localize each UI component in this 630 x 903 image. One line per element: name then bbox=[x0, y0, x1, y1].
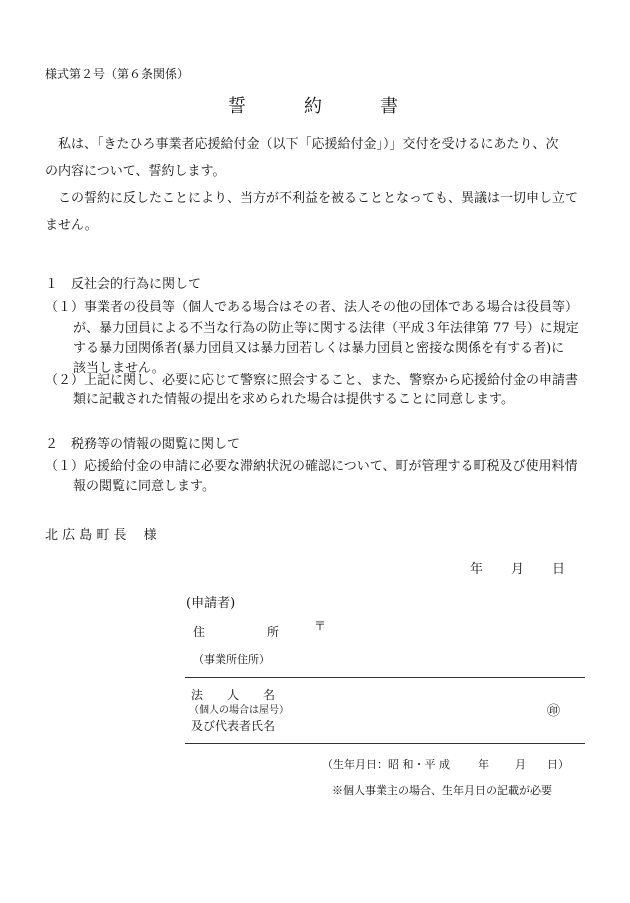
section1-item-line: （２）上記に関し、必要に応じて警察に照会すること、また、警察から応援給付金の申請書 bbox=[45, 373, 579, 388]
intro-line: の内容について、誓約します。 bbox=[45, 164, 226, 179]
address-line bbox=[185, 677, 585, 678]
shop-name-note: （個人の場合は屋号） bbox=[189, 705, 289, 716]
office-address-label: （事業所住所） bbox=[193, 653, 270, 666]
seal-mark: ㊞ bbox=[547, 704, 561, 719]
postal-mark: 〒 bbox=[314, 619, 327, 633]
intro-line: ません。 bbox=[45, 218, 98, 233]
birth-date-label: （生年月日：昭 和・平 成 bbox=[322, 758, 450, 771]
date-year: 年 bbox=[470, 562, 484, 577]
title-char-2: 約 bbox=[304, 96, 322, 117]
date-day: 日 bbox=[552, 562, 566, 577]
section1-item-line: （１）事業者の役員等（個人である場合はその者、法人その他の団体である場合は役員等） bbox=[45, 300, 579, 315]
representative-label: 及び代表者氏名 bbox=[191, 719, 276, 733]
section1-heading: １ 反社会的行為に関して bbox=[45, 277, 202, 292]
sole-proprietor-note: ※個人事業主の場合、生年月日の記載が必要 bbox=[332, 784, 552, 797]
addressee: 北 広 島 町 長 様 bbox=[45, 528, 157, 543]
address-label-char-1: 住 bbox=[193, 625, 206, 639]
title-char-3: 書 bbox=[380, 96, 398, 117]
birth-year: 年 bbox=[478, 758, 489, 771]
address-label-char-2: 所 bbox=[267, 625, 280, 639]
corp-name-label: 法 人 名 bbox=[191, 688, 276, 702]
name-line bbox=[185, 743, 585, 744]
date-month: 月 bbox=[511, 562, 525, 577]
intro-line: 私は、「きたひろ事業者応援給付金（以下「応援給付金」）」交付を受けるにあたり、次 bbox=[58, 137, 559, 152]
applicant-label: (申請者) bbox=[186, 596, 236, 611]
form-number: 様式第２号（第６条関係） bbox=[45, 67, 190, 81]
section1-item-line: 該当しません。 bbox=[73, 361, 165, 376]
section2-item-line: （１）応援給付金の申請に必要な滞納状況の確認について、町が管理する町税及び使用料情 bbox=[45, 459, 578, 474]
title-char-1: 誓 bbox=[228, 96, 246, 117]
intro-line: この誓約に反したことにより、当方が不利益を被ることとなっても、異議は一切申し立て bbox=[58, 191, 579, 206]
section1-item-line: する暴力団関係者(暴力団員又は暴力団若しくは暴力団員と密接な関係を有する者)に bbox=[73, 341, 565, 356]
birth-month: 月 bbox=[515, 758, 526, 771]
section2-item-line: 報の閲覧に同意します。 bbox=[73, 479, 215, 494]
section2-heading: ２ 税務等の情報の閲覧に関して bbox=[45, 437, 241, 452]
birth-day: 日） bbox=[547, 758, 569, 771]
section1-item-line: 類に記載された情報の提出を求められた場合は提供することに同意します。 bbox=[73, 392, 514, 407]
section1-item-line: が、暴力団員による不当な行為の防止等に関する法律（平成３年法律第 77 号）に規定 bbox=[73, 321, 579, 336]
